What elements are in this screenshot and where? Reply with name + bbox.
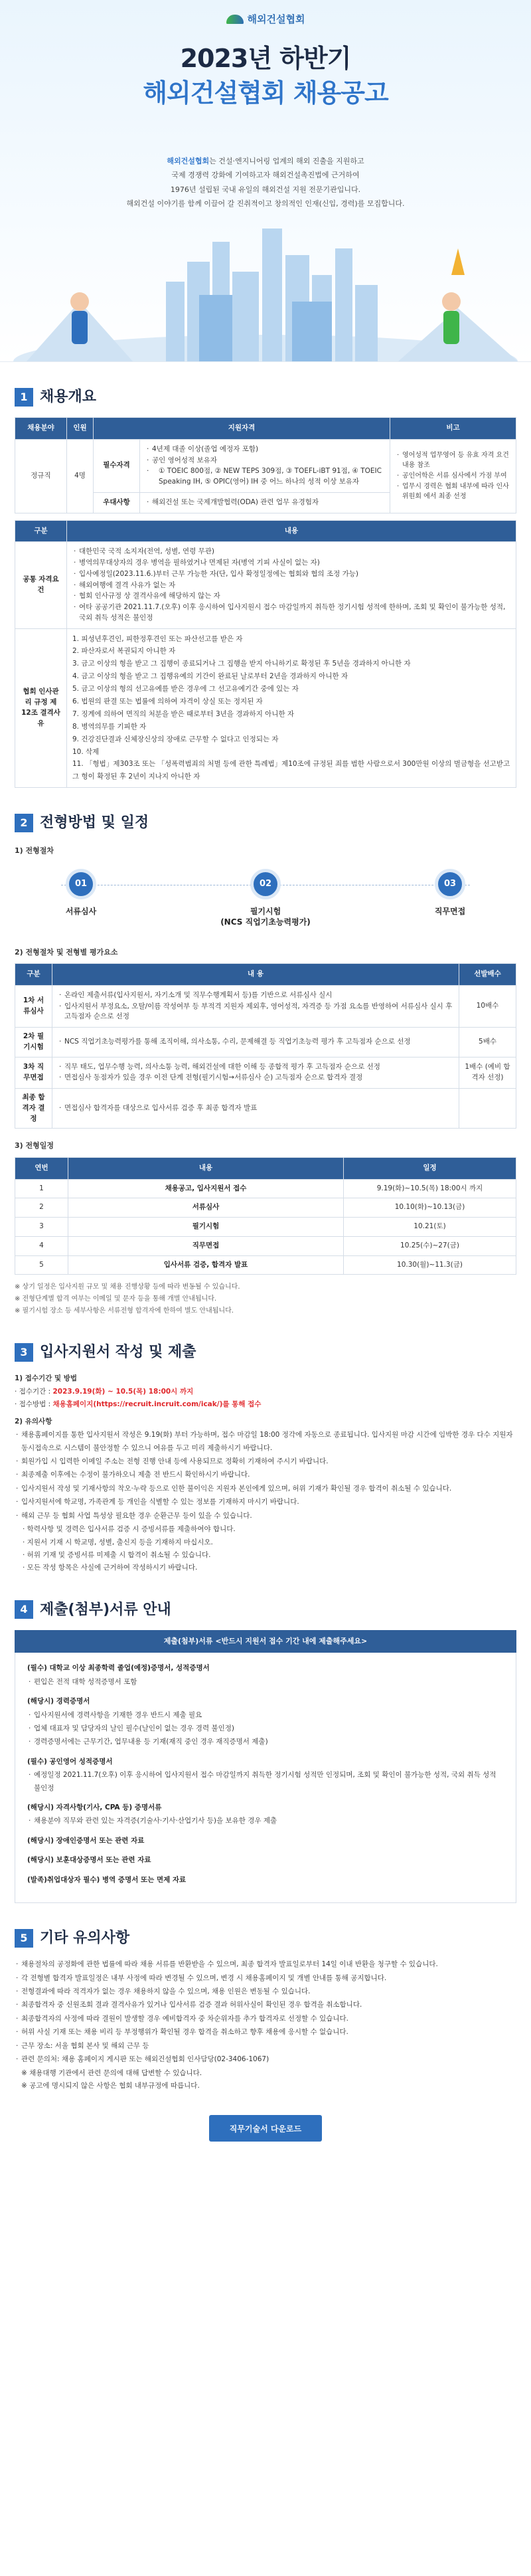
- table-row: 2 서류심사 10.10(화)~10.13(금): [15, 1198, 516, 1218]
- hero-title: 해외건설협회 채용공고: [143, 78, 388, 108]
- section-1-heading: 1 채용개요: [15, 386, 516, 408]
- evaluation-table: 구분 내 용 선발배수 1차 서류심사 · 온라인 제출서류(입사지원서, 자기소개 및 직무수행계획서 등)를 기반으로 서류심사 실시 · 입사지원서 부정요소, 오탈/이름 작성여부 등 부적격 지원자 제외후, 영어성적, 자격증 등 가점 요소를 반영하여 서류심사 실시 후 고득점자 순으로 선정 10배수 2차 필기시험 · NCS 직업기초능력평가를 통해 조직이해, 의사소통, 수리, 문제해결 등 직업기초능력 평가 후 고득점자 순으로 선정 5배수 3차 직무면접 · 직무 태도, 업무수행 능력, 의사소통 능력, 해외건설에 대한 이해 등 종합적 평가 후 고득점자 순으로 선정 · 면접심사 동점자가 있을 경우 이전 단계 전형(필기시험→서류심사 순) 고득점자 순으로 합격자 결정 1배수 (예비 합격자 선정) 최종 합격자 결정 · 면접심사 합격자를 대상으로 입사서류 검증 후 최종 합격자 발표: [15, 963, 516, 1129]
- schedule-notes: ※ 상기 일정은 입사지원 규모 및 채용 진행상황 등에 따라 변동될 수 있습니다. ※ 전형단계별 합격 여부는 이메일 및 문자 등을 통해 개별 안내됩니다. ※ 필기시험 장소 등 세부사항은 서류전형 합격자에 한하여 별도 안내됩니다.: [15, 1283, 240, 1315]
- section-3-heading: 3 입사지원서 작성 및 제출: [15, 1341, 516, 1363]
- eligibility-table: 구분 내용 공통 자격요건 · 대한민국 국적 소지자(전역, 성별, 연령 무관) · 병역의무대상자의 경우 병역을 필하였거나 면제된 자(병역 기피 사실이 없는 자) · 입사예정일(2023.11.6.)부터 근무 가능한 자(단, 입사 확정일정에는 협회와 협의 조정 가능) · 해외여행에 결격 사유가 없는 자 · 협회 인사규정 상 결격사유에 해당하지 않는 자 · 여타 공공기관 2021.11.7.(오후) 이후 응시하여 입사지원시 접수 마감일까지 취득한 정기시험 성적에 한하며, 조회 및 확인이 불가능한 성적, 국외 취득 성적은 불인정 협회 인사관리 규정 제12조 결격사유 1. 피성년후견인, 피한정후견인 또는 파산선고를 받은 자 2. 파산자로서 복권되지 아니한 자 3. 금고 이상의 형을 받고 그 집행이 종료되거나 그 집행을 받지 아니하기로 확정된 후 5년을 경과하지 아니한 자 4. 금고 이상의 형을 받고 그 집행유예의 기간이 완료된 날로부터 2년을 경과하지 아니한 자 5. 금고 이상의 형의 선고유예를 받은 경우에 그 선고유예기간 중에 있는 자 6. 법원의 판결 또는 법률에 의하여 자격이 상실 또는 정지된 자 7. 징계에 의하여 면직의 처분을 받은 때로부터 3년을 경과하지 아니한 자 8. 병역의무를 기피한 자 9. 건강진단결과 신체장신상의 장애로 근무할 수 없다고 인정되는 자 10. 삭제 11. 「형법」제303조 또는 「성폭력범죄의 처벌 등에 관한 특례법」제10조에 규정된 죄를 범한 사람으로서 300만원 이상의 벌금형을 선고받고 그 형이 확정된 후 2년이 지나지 아니한 자: [15, 520, 516, 788]
- documents-list: (필수) 대학교 이상 최종학력 졸업(예정)증명서, 성적증명서 · 편입은 전적 대학 성적증명서 포함 (해당시) 경력증명서 · 입사지원서에 경력사항을 기재한 경우 반드시 제출 필요 · 업체 대표자 및 담당자의 날인 필수(날인이 없는 경우 경력 불인정) · 경력증명서에는 근무기간, 업무내용 등 기재(재직 중인 경우 재직증명서 제출) (필수) 공인영어 성적증명서 · 예정일정 2021.11.7(오후) 이후 응시하여 입사지원서 접수 마감일까지 취득한 정기시험 성적만 인정되며, 조회 및 확인이 불가능한 성적, 국외 취득 성적 불인정 (해당시) 자격사항(기사, CPA 등) 증명서류 · 채용분야 직무와 관련 있는 자격증(기술사·기사·산업기사 등)을 보유한 경우 제출 (해당시) 장애인증명서 또는 관련 자료 (해당시) 보훈대상증명서 또는 관련 자료 (발족)취업대상자 필수) 병역 증명서 또는 면제 자료: [15, 1653, 516, 1903]
- other-notes: · 채용절차의 공정화에 관한 법률에 따라 채용 서류를 반환받을 수 있으며, 최종 합격자 발표일로부터 14일 이내 반환을 청구할 수 있습니다. · 각 전형별 합격자 발표일정은 내부 사정에 따라 변경될 수 있으며, 변경 시 채용홈페이지 및 개별 안내를 통해 공지합니다. · 전형결과에 따라 적격자가 없는 경우 채용하지 않을 수 있으며, 채용 인원은 변동될 수 있습니다. · 최종합격자 중 신원조회 결과 결격사유가 있거나 입사서류 검증 결과 허위사실이 확인된 경우 합격을 취소합니다. · 최종합격자의 사정에 따라 결원이 발생할 경우 예비합격자 중 차순위자를 추가 합격자로 선정할 수 있습니다. · 허위 사실 기재 또는 채용 비리 등 부정행위가 확인될 경우 합격을 취소하고 향후 채용에 응시할 수 없습니다. · 근무 장소: 서울 협회 본사 및 해외 근무 등 · 관련 문의처: 채용 홈페이지 게시판 또는 해외건설협회 인사담당(02-3406-1067) ※ 채용대행 기관에서 관련 문의에 대해 답변할 수 있습니다. ※ 공고에 명시되지 않은 사항은 협회 내부규정에 따릅니다.: [15, 1958, 516, 2092]
- hero-banner: [0, 0, 531, 362]
- table-row: 5 입사서류 검증, 합격자 발표 10.30(월)~11.3(금): [15, 1255, 516, 1275]
- hero-intro: 해외건설협회는 건설·엔지니어링 업계의 해외 진출을 지원하고 국제 경쟁력 강화에 기여하고자 해외건설촉진법에 근거하여 1976년 설립된 국내 유일의 해외건설 지원 전문기관입니다. 해외건설 이야기를 함께 이끌어 갈 진취적이고 창의적인 인재(신입, 경력)를 모집합니다.: [126, 157, 405, 209]
- logo: 해외건설협회: [0, 12, 531, 27]
- city-skyline-illustration: [0, 209, 531, 361]
- step-interview: 03 직무면접: [384, 869, 516, 917]
- section-4-heading: 4 제출(첨부)서류 안내: [15, 1599, 516, 1621]
- process-steps: [15, 862, 516, 935]
- hero-title-year: 2023년 하반기: [180, 44, 351, 73]
- table-row: 4 직무면접 10.25(수)~27(금): [15, 1236, 516, 1255]
- table-row: 1 채용공고, 입사지원서 접수 9.19(화)~10.5(목) 18:00시 까지: [15, 1179, 516, 1198]
- step-document: 01 서류심사: [15, 869, 147, 917]
- logo-mark-icon: [226, 15, 244, 24]
- schedule-table: 연번 내용 일정 1 채용공고, 입사지원서 접수 9.19(화)~10.5(목) 18:00시 까지 2 서류심사 10.10(화)~10.13(금) 3 필기시험 10.21(토) 4 직무면접 10.25(수)~27(금) 5 입사서류 검증, 합격자 발표 10.30(월)~11.3(금): [15, 1157, 516, 1275]
- section-2-heading: 2 전형방법 및 일정: [15, 812, 516, 834]
- recruit-site-link[interactable]: 채용홈페이지(https://recruit.incruit.com/icak/)를 통해 접수: [52, 1400, 262, 1409]
- recruit-overview-table: 채용분야 인원 지원자격 비고 정규직 4명 필수자격 · 4년제 대졸 이상(졸업 예정자 포함) · 공인 영어성적 보유자 · ① TOEIC 800점, ② NEW TEPS 309점, ③ TOEFL-iBT 91점, ④ TOEIC Speaking IH, ⑤ OPIC(영어) IH 중 어느 하나의 성적 이상 보유자 · 영어성적 업무영어 등 유효 자격 요건 내용 참조 · 공인어학은 서류 심사에서 가점 부여 · 업무시 경력은 협회 내부에 따라 인사위원회 에서 최종 선정 우대사항 · 해외건설 또는 국제개발협력(ODA) 관련 업무 유경험자: [15, 417, 516, 513]
- job-description-download-button[interactable]: 직무기술서 다운로드: [209, 2115, 322, 2142]
- application-period: 1) 접수기간 및 방법 · 접수기간 : 2023.9.19(화) ~ 10.5(목) 18:00시 까지 · 접수방법 : 채용홈페이지(https://recruit.incruit.com/icak/)를 통해 접수 2) 유의사항 · 채용홈페이지를 통한 입사지원서 작성은 9.19(화) 부터 가능하며, 접수 마감일 18:00 정각에 자동으로 종료됩니다. 입사지원 마감 시간에 임박한 경우 다수 지원자 동시접속으로 시스템이 불안정할 수 있으니 여유를 두고 미리 제출하시기 바랍니다. · 회원가입 시 입력한 이메일 주소는 전형 진행 안내 등에 사용되므로 정확히 기재하여 주시기 바랍니다. · 최종제출 이후에는 수정이 불가하오니 제출 전 반드시 확인하시기 바랍니다. · 입사지원서 작성 및 기재사항의 착오·누락 등으로 인한 불이익은 지원자 본인에게 있으며, 허위 기재가 확인될 경우 합격이 취소될 수 있습니다. · 입사지원서에 학교명, 가족관계 등 개인을 식별할 수 있는 정보를 기재하지 마시기 바랍니다. · 해외 근무 등 협회 사업 특성상 필요한 경우 순환근무 등이 있을 수 있습니다. · 학력사항 및 경력은 입사서류 검증 시 증빙서류를 제출하여야 합니다. · 지원서 기재 시 학교명, 성별, 출신지 등을 기재하지 마십시오. · 허위 기재 및 증빙서류 미제출 시 합격이 취소될 수 있습니다. · 모든 작성 항목은 사실에 근거하여 작성하시기 바랍니다.: [15, 1372, 516, 1574]
- table-row: 3 필기시험 10.21(토): [15, 1218, 516, 1237]
- documents-bar: 제출(첨부)서류 <반드시 지원서 접수 기간 내에 제출해주세요>: [15, 1630, 516, 1653]
- section-5-heading: 5 기타 유의사항: [15, 1927, 516, 1949]
- step-written: 02 필기시험 (NCS 직업기초능력평가): [199, 869, 332, 929]
